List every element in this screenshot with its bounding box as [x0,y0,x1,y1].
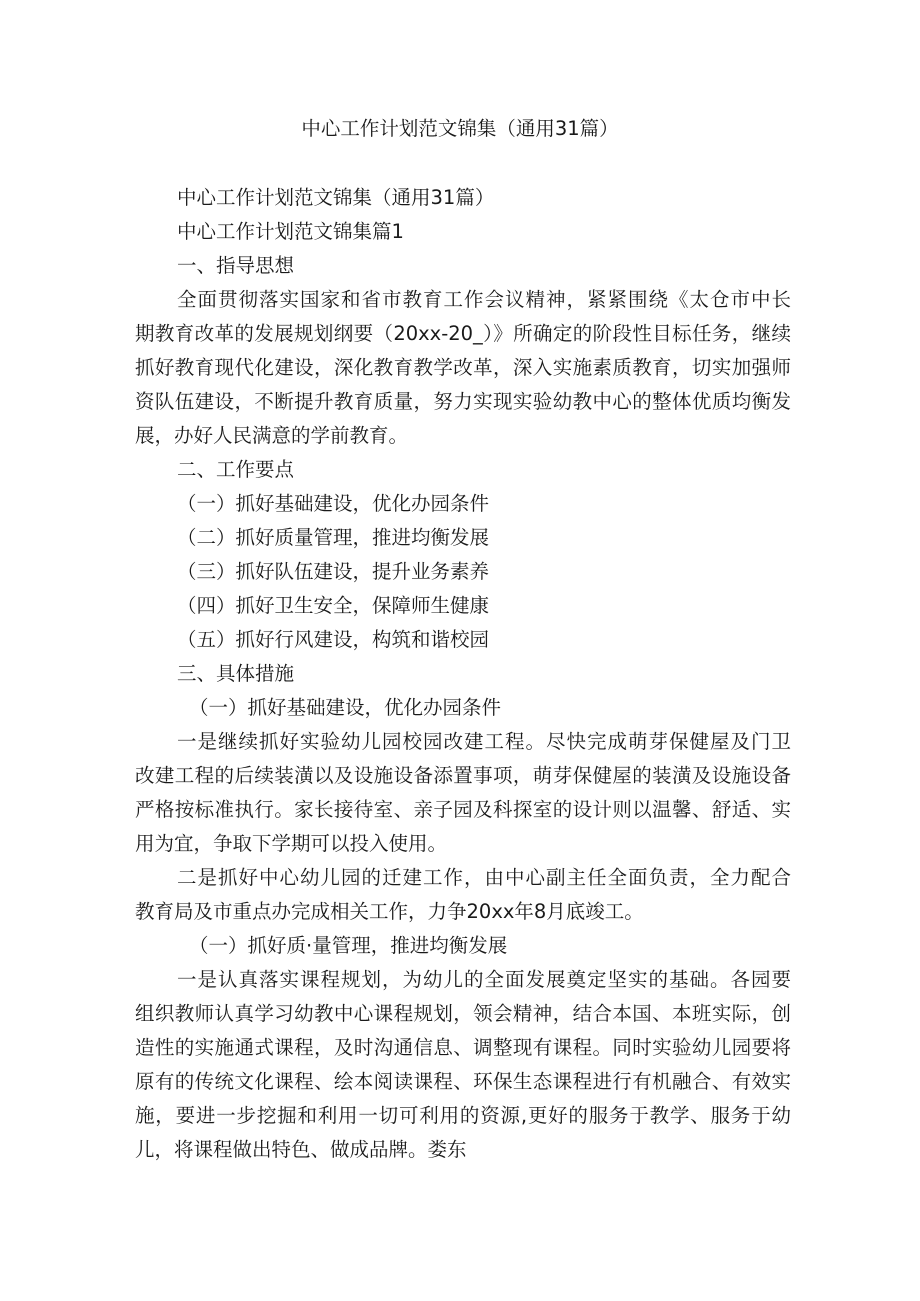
subsection-heading: （一）抓好基础建设，优化办园条件 [189,696,502,719]
paragraph-line: 教育局及市重点办完成相关工作，力争20xx年8月底竣工。 [135,900,644,923]
subtitle-line: 中心工作计划范文锦集（通用31篇） [177,186,495,209]
list-item: （五）抓好行风建设，构筑和谐校园 [177,628,490,651]
subsection-heading: （一）抓好质·量管理，推进均衡发展 [189,934,508,957]
section-heading: 二、工作要点 [177,458,295,481]
paragraph-line: 用为宜，争取下学期可以投入使用。 [135,832,448,855]
document-title: 中心工作计划范文锦集（通用31篇） [301,117,619,140]
paragraph-line: 期教育改革的发展规划纲要（20xx-20_）》所确定的阶段性目标任务，继续 [135,322,791,345]
section-heading: 一、指导思想 [177,254,295,277]
paragraph-line: 组织教师认真学习幼教中心课程规划，领会精神，结合本国、本班实际，创 [135,1002,791,1025]
paragraph-line: 抓好教育现代化建设，深化教育教学改革，深入实施素质教育，切实加强师 [135,356,791,379]
paragraph-line: 儿，将课程做出特色、做成品牌。娄东 [135,1138,467,1161]
list-item: （一）抓好基础建设，优化办园条件 [177,492,490,515]
paragraph-line: 二是抓好中心幼儿园的迁建工作，由中心副主任全面负责，全力配合 [177,866,791,889]
paragraph-line: 施，要进一步挖掘和利用一切可利用的资源,更好的服务于教学、服务于幼 [135,1104,791,1127]
paragraph-line: 全面贯彻落实国家和省市教育工作会议精神，紧紧围绕《太仓市中长 [177,288,791,311]
paragraph-line: 一是认真落实课程规划，为幼儿的全面发展奠定坚实的基础。各园要 [177,968,791,991]
list-item: （二）抓好质量管理，推进均衡发展 [177,526,490,549]
paragraph-line: 一是继续抓好实验幼儿园校园改建工程。尽快完成萌芽保健屋及门卫 [177,730,791,753]
paragraph-line: 资队伍建设，不断提升教育质量，努力实现实验幼教中心的整体优质均衡发 [135,390,791,413]
list-item: （四）抓好卫生安全，保障师生健康 [177,594,490,617]
paragraph-line: 造性的实施通式课程，及时沟通信息、调整现有课程。同时实验幼儿园要将 [135,1036,791,1059]
paragraph-line: 严格按标准执行。家长接待室、亲子园及科探室的设计则以温馨、舒适、实 [135,798,791,821]
paragraph-line: 原有的传统文化课程、绘本阅读课程、环保生态课程进行有机融合、有效实 [135,1070,791,1093]
document-body [135,181,791,1167]
paragraph-line: 展，办好人民满意的学前教育。 [135,424,409,447]
section-heading: 三、具体措施 [177,662,295,685]
section-heading: 中心工作计划范文锦集篇1 [177,220,404,243]
list-item: （三）抓好队伍建设，提升业务素养 [177,560,490,583]
paragraph-line: 改建工程的后续装潢以及设施设备添置事项，萌芽保健屋的装潢及设施设备 [135,764,791,787]
